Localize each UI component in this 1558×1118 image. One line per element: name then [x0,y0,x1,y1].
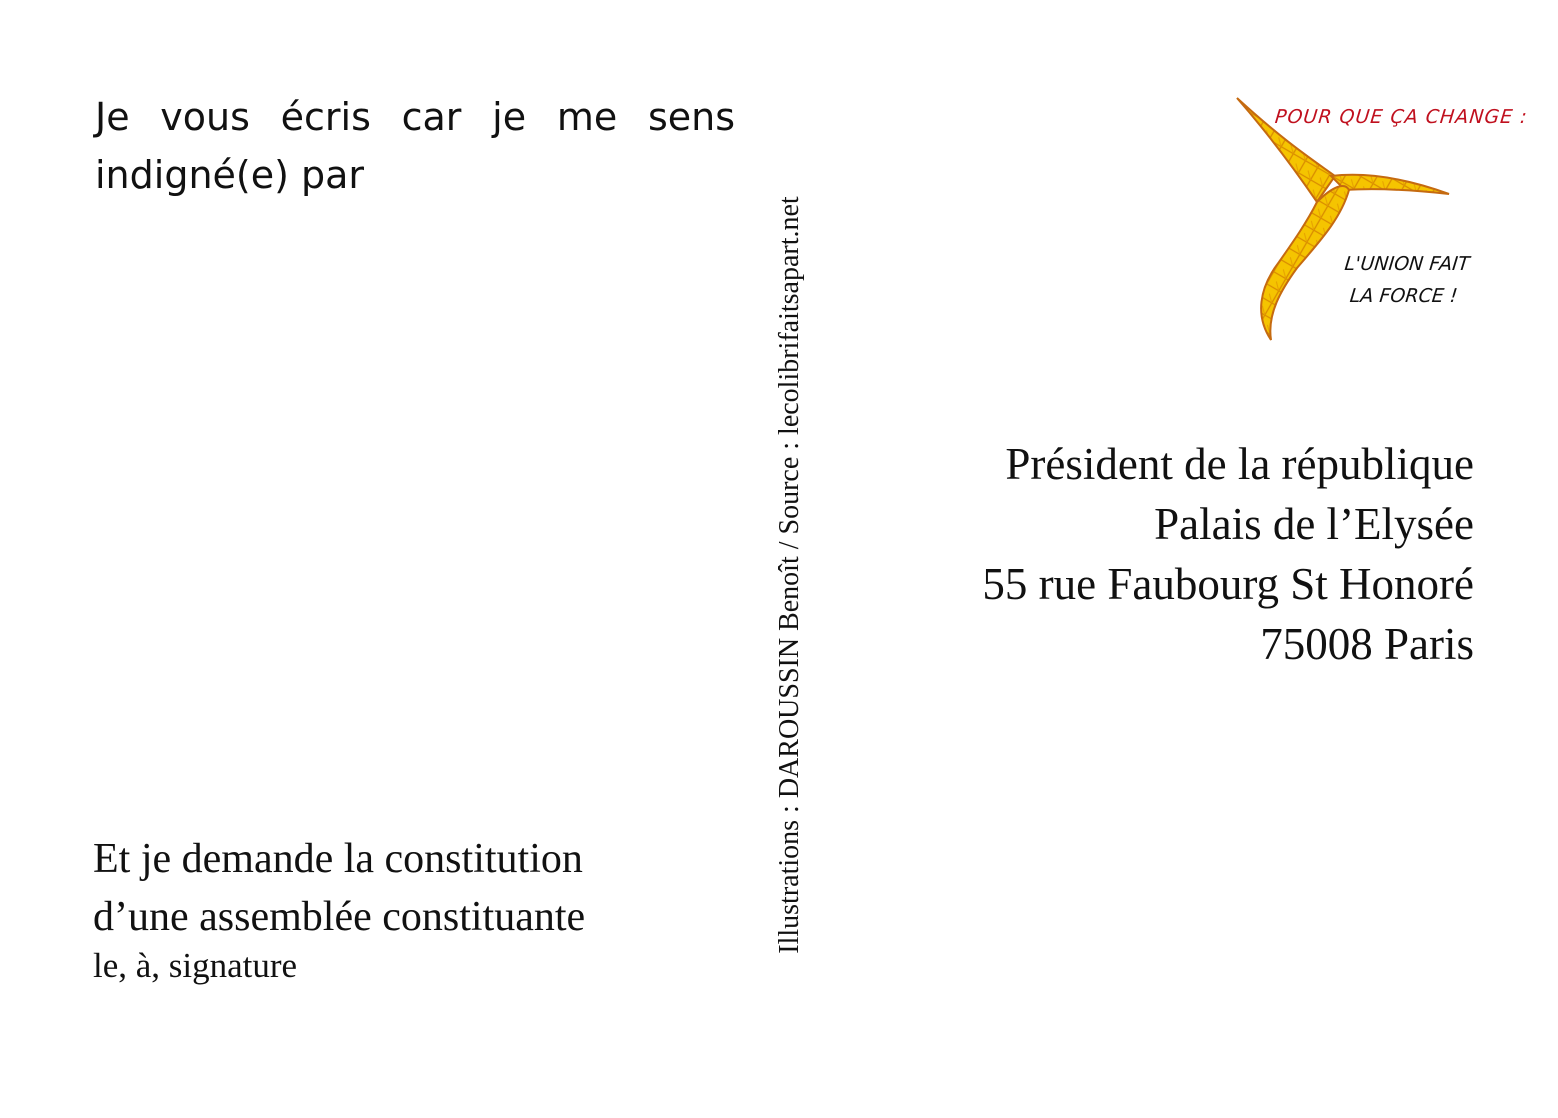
logo-tagline-bottom-line-1: L'UNION FAIT [1343,253,1471,275]
recipient-address [982,434,1474,674]
message-intro: Je vous écris car je me sens indigné(e) par [95,95,735,197]
campaign-logo [1225,90,1529,350]
address-city: 75008 Paris [1260,619,1474,669]
closing-request-line-1: Et je demande la constitution [93,836,583,882]
closing-request-line-2: d’une assemblée constituante [93,894,586,940]
message-closing [93,830,585,988]
signature-line: le, à, signature [93,946,298,985]
address-recipient: Président de la république [1005,439,1474,489]
logo-tagline-top: POUR QUE ÇA CHANGE : [1273,106,1529,128]
logo-tagline-bottom-line-2: LA FORCE ! [1348,285,1459,307]
address-building: Palais de l’Elysée [1154,499,1474,549]
logo-tagline-bottom [1340,248,1471,312]
illustration-credit: Illustrations : DAROUSSIN Benoît / Source : lecolibrifaitsapart.net [774,196,805,954]
address-street: 55 rue Faubourg St Honoré [982,559,1474,609]
